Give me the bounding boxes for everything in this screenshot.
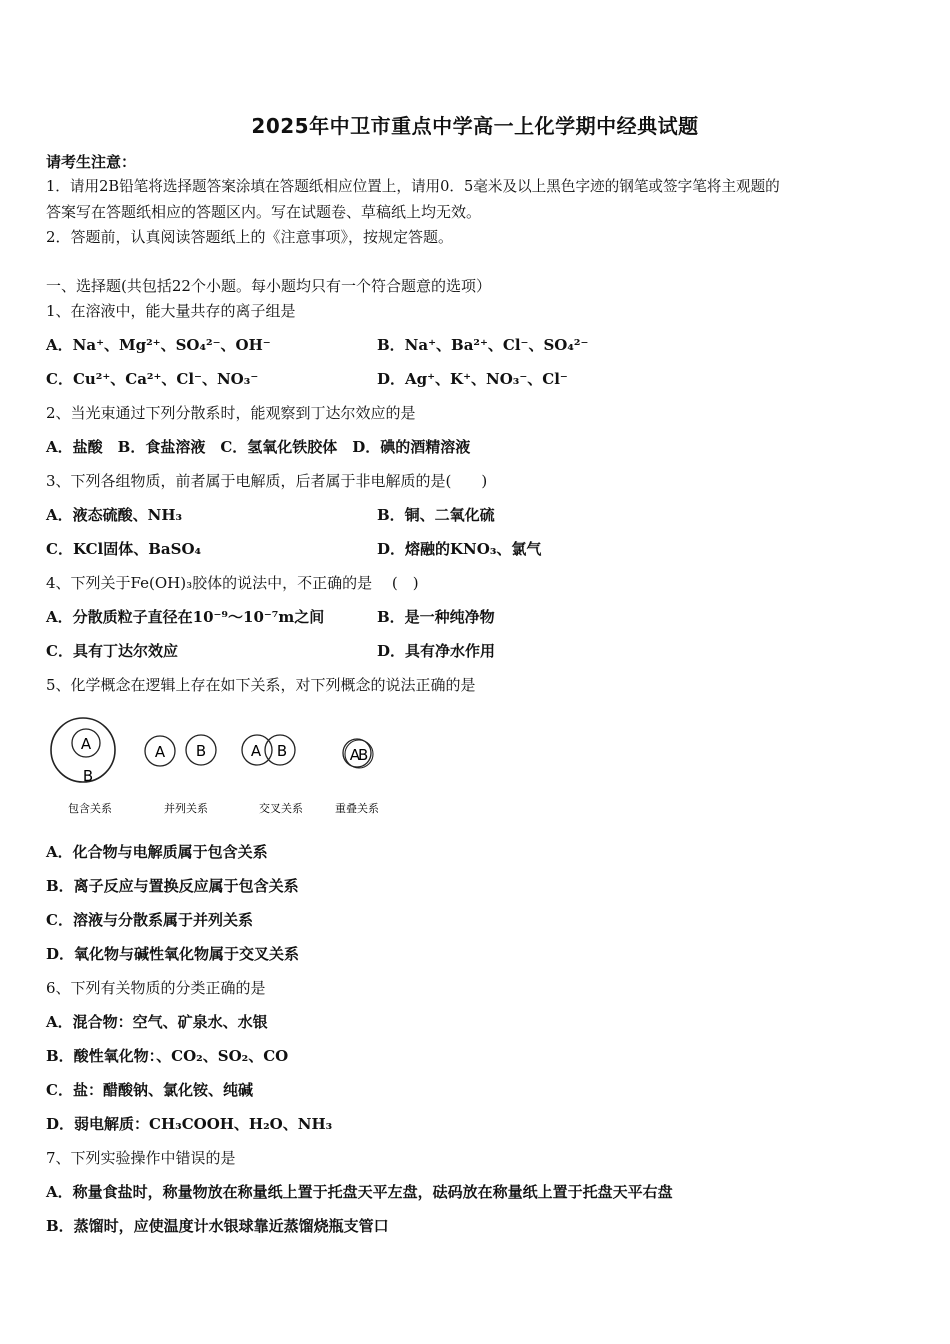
overlap-label-ab: AB [349, 746, 367, 764]
q5-option-a: A．化合物与电解质属于包含关系 [46, 843, 268, 861]
q1-option-c: C．Cu²⁺、Ca²⁺、Cl⁻、NO₃⁻ [46, 370, 259, 388]
section-heading: 一、选择题(共包括22个小题。每小题均只有一个符合题意的选项） [46, 277, 491, 295]
inclusion-label-a: A [80, 735, 92, 753]
q6-option-a: A．混合物：空气、矿泉水、水银 [46, 1013, 268, 1031]
caption-intersection: 交叉关系 [259, 802, 303, 815]
q6-option-c: C．盐：醋酸钠、氯化铵、纯碱 [46, 1081, 253, 1099]
caption-overlap: 重叠关系 [335, 802, 379, 815]
q1-option-d: D．Ag⁺、K⁺、NO₃⁻、Cl⁻ [377, 370, 568, 388]
q5-option-c: C．溶液与分散系属于并列关系 [46, 911, 253, 929]
q7-option-a: A．称量食盐时，称量物放在称量纸上置于托盘天平左盘，砝码放在称量纸上置于托盘天平右盘 [46, 1183, 673, 1201]
q4-option-a: A．分散质粒子直径在10⁻⁹～10⁻⁷m之间 [46, 608, 325, 626]
q6-option-d: D．弱电解质：CH₃COOH、H₂O、NH₃ [46, 1115, 333, 1133]
notice-item-1a: 1．请用2B铅笔将选择题答案涂填在答题纸相应位置上，请用0．5毫米及以上黑色字迹的钢笔或签字笔将主观题的 [46, 178, 780, 195]
q3-option-c: C．KCl固体、BaSO₄ [46, 540, 202, 558]
intersection-diagram [242, 735, 295, 765]
q7-option-b: B．蒸馏时，应使温度计水银球靠近蒸馏烧瓶支管口 [46, 1217, 389, 1235]
q3-stem: 3、下列各组物质，前者属于电解质，后者属于非电解质的是( ) [46, 472, 488, 490]
q4-option-c: C．具有丁达尔效应 [46, 642, 178, 660]
parallel-label-a: A [154, 743, 166, 761]
caption-inclusion: 包含关系 [68, 802, 112, 815]
q1-stem: 1、在溶液中，能大量共存的离子组是 [46, 302, 296, 320]
intersection-label-a: A [250, 742, 262, 760]
q4-stem: 4、下列关于Fe(OH)₃胶体的说法中，不正确的是 ( ) [46, 574, 419, 592]
parallel-label-b: B [195, 742, 207, 760]
q6-stem: 6、下列有关物质的分类正确的是 [46, 979, 266, 997]
q6-option-b: B．酸性氧化物：、CO₂、SO₂、CO [46, 1047, 289, 1065]
q7-stem: 7、下列实验操作中错误的是 [46, 1149, 236, 1167]
q5-option-b: B．离子反应与置换反应属于包含关系 [46, 877, 299, 895]
parallel-diagram [145, 735, 216, 766]
notice-item-1b: 答案写在答题纸相应的答题区内。写在试题卷、草稿纸上均无效。 [46, 203, 482, 221]
q5-option-d: D．氧化物与碱性氧化物属于交叉关系 [46, 945, 300, 963]
q3-option-d: D．熔融的KNO₃、氯气 [377, 540, 542, 558]
q1-option-b: B．Na⁺、Ba²⁺、Cl⁻、SO₄²⁻ [377, 336, 589, 354]
q2-stem: 2、当光束通过下列分散系时，能观察到丁达尔效应的是 [46, 404, 416, 422]
notice-heading: 请考生注意： [46, 153, 137, 171]
caption-parallel: 并列关系 [164, 802, 208, 815]
q4-option-d: D．具有净水作用 [377, 642, 496, 660]
page-title: 2025年中卫市重点中学高一上化学期中经典试题 [251, 114, 699, 138]
inclusion-label-b: B [82, 767, 94, 785]
inclusion-diagram [51, 718, 115, 785]
q4-option-b: B．是一种纯净物 [377, 608, 495, 626]
q5-stem: 5、化学概念在逻辑上存在如下关系，对下列概念的说法正确的是 [46, 676, 476, 694]
q3-option-a: A．液态硫酸、NH₃ [46, 506, 183, 524]
q2-options: A．盐酸 B．食盐溶液 C．氢氧化铁胶体 D．碘的酒精溶液 [46, 438, 471, 456]
q1-option-a: A．Na⁺、Mg²⁺、SO₄²⁻、OH⁻ [46, 336, 271, 354]
notice-item-2: 2．答题前，认真阅读答题纸上的《注意事项》，按规定答题。 [46, 228, 454, 246]
q3-option-b: B．铜、二氧化硫 [377, 506, 495, 524]
relationship-diagram [44, 708, 394, 820]
intersection-label-b: B [276, 742, 288, 760]
overlap-diagram [343, 739, 373, 768]
